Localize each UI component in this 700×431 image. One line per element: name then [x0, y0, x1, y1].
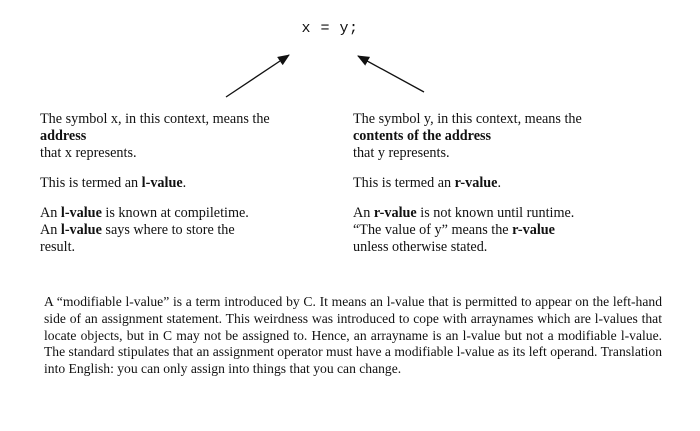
code-statement: x = y;: [301, 20, 359, 37]
r-value-meaning: The symbol y, in this context, means the contents of the address that y represents.: [353, 111, 653, 162]
contents-term: contents of the address: [353, 128, 492, 144]
modifiable-l-value-paragraph: A “modifiable l-value” is a term introduced by C. It means an l-value that is permitted to appear on the left-hand side of an assignment statement. This weirdness was introduced to cope with arraynames which are l-values that locate objects, but in C may not be assigned to. Hence, an arrayname is an l-value but not a modifiable l-value. The standard stipulates that an assignment operator must have a modifiable l-value as its left operand. Translation into English: you can only assign into things that you can change.: [44, 294, 662, 377]
l-value-meaning: The symbol x, in this context, means the address that x represents.: [40, 111, 330, 162]
arrow-to-y: [358, 56, 424, 92]
l-value-column: [40, 111, 330, 269]
arrow-to-x: [226, 55, 289, 97]
l-value-term: This is termed an l-value.: [40, 175, 187, 191]
address-term: address: [40, 128, 87, 144]
r-value-notes: An r-value is not known until runtime. “The value of y” means the r-value unless otherwise stated.: [353, 205, 575, 255]
r-value-column: [353, 111, 653, 269]
r-value-term: This is termed an r-value.: [353, 175, 502, 191]
l-value-notes: An l-value is known at compiletime. An l-value says where to store the result.: [40, 205, 249, 255]
